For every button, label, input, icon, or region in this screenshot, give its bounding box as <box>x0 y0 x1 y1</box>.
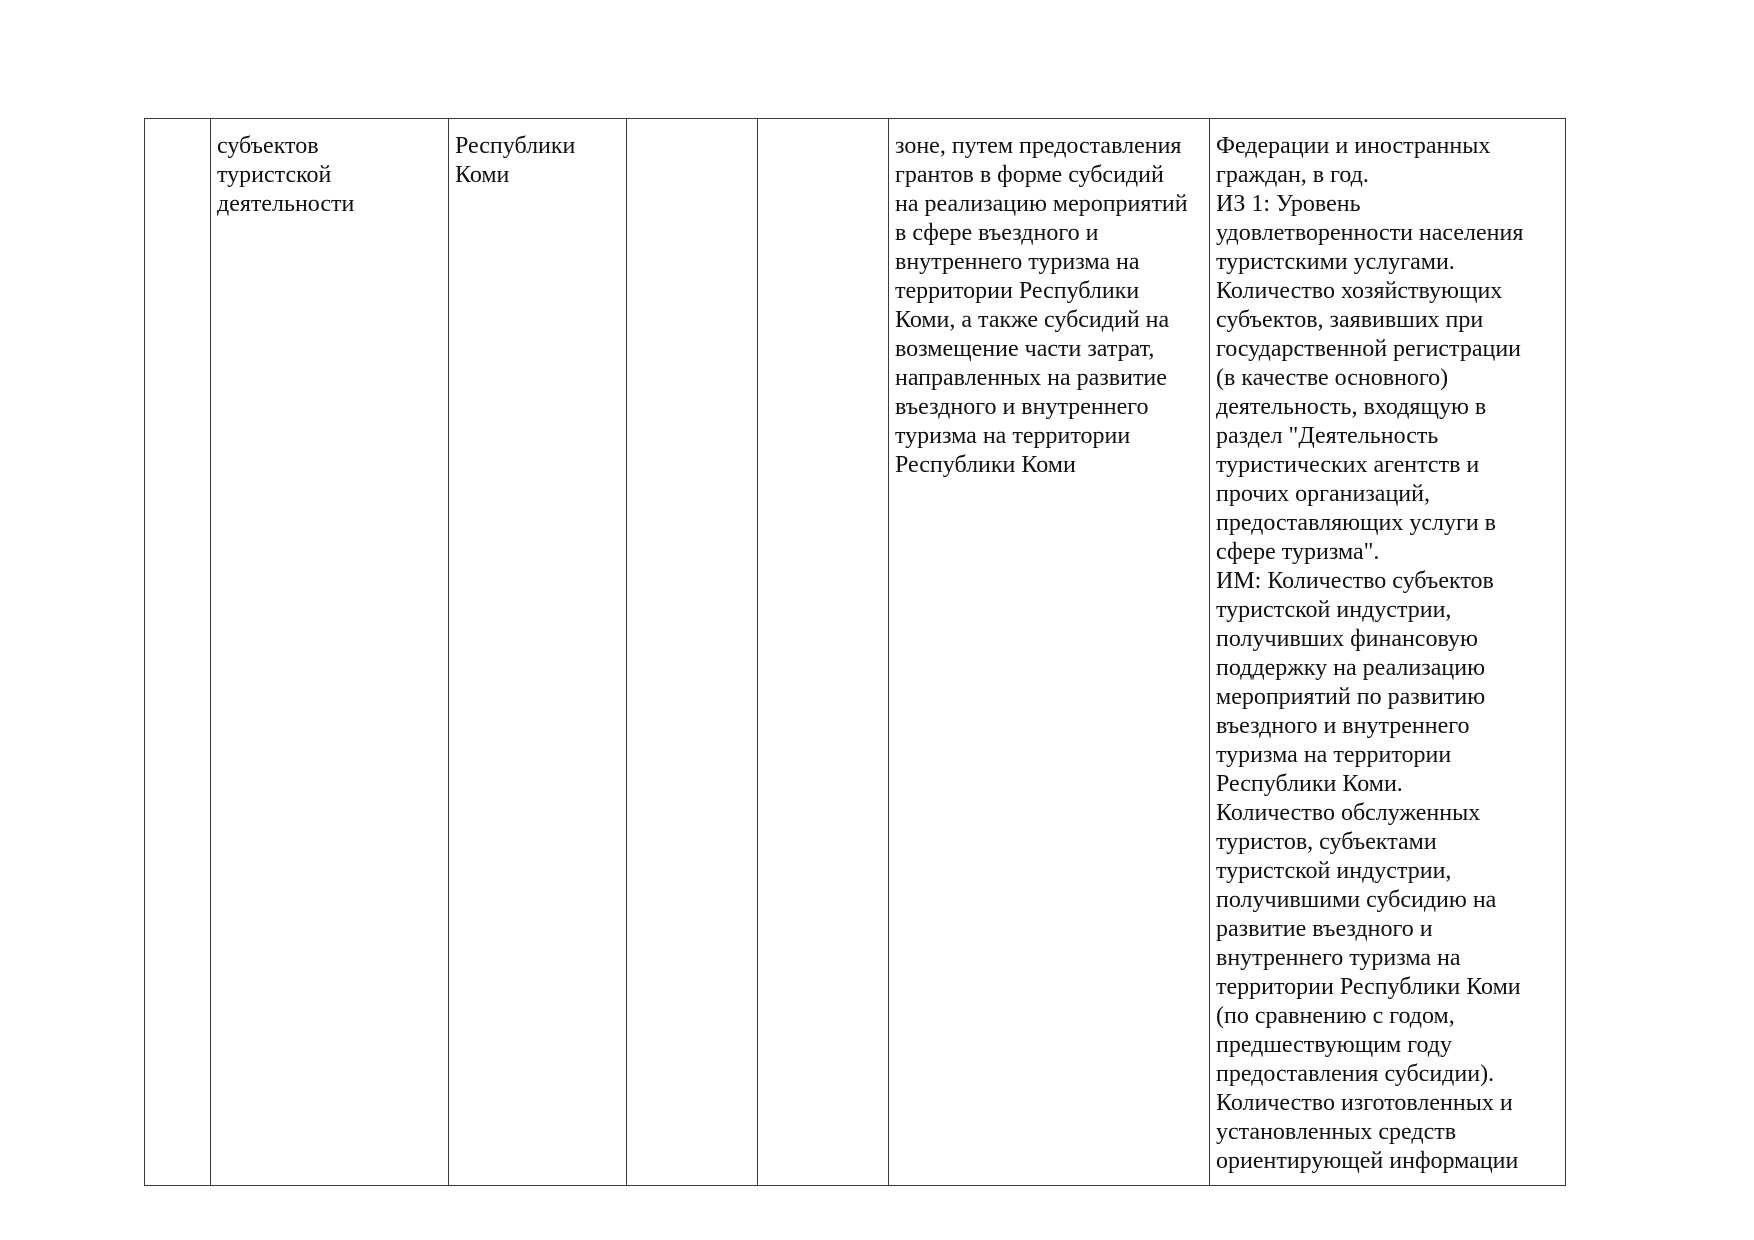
cell-end-date <box>758 119 889 1186</box>
cell-number <box>145 119 211 1186</box>
cell-executor: Республики Коми <box>449 119 627 1186</box>
cell-expected-result: зоне, путем предоставления грантов в форме субсидий на реализацию мероприятий в сфере въездного и внутреннего туризма на территории Республики Коми, а также субсидий на возмещение части затрат, направленных на развитие въездного и внутреннего туризма на территории Республики Коми <box>889 119 1210 1186</box>
cell-measure-name: субъектов туристской деятельности <box>211 119 449 1186</box>
table-row <box>145 119 1566 1186</box>
cell-start-date <box>627 119 758 1186</box>
document-table <box>144 118 1566 1186</box>
cell-indicators: Федерации и иностранных граждан, в год. ИЗ 1: Уровень удовлетворенности населения туристскими услугами. Количество хозяйствующих субъектов, заявивших при государственной регистрации (в качестве основного) деятельность, входящую в раздел "Деятельность туристических агентств и прочих организаций, предоставляющих услуги в сфере туризма". ИМ: Количество субъектов туристской индустрии, получивших финансовую поддержку на реализацию мероприятий по развитию въездного и внутреннего туризма на территории Республики Коми. Количество обслуженных туристов, субъектами туристской индустрии, получившими субсидию на развитие въездного и внутреннего туризма на территории Республики Коми (по сравнению с годом, предшествующим году предоставления субсидии). Количество изготовленных и установленных средств ориентирующей информации <box>1210 119 1566 1186</box>
